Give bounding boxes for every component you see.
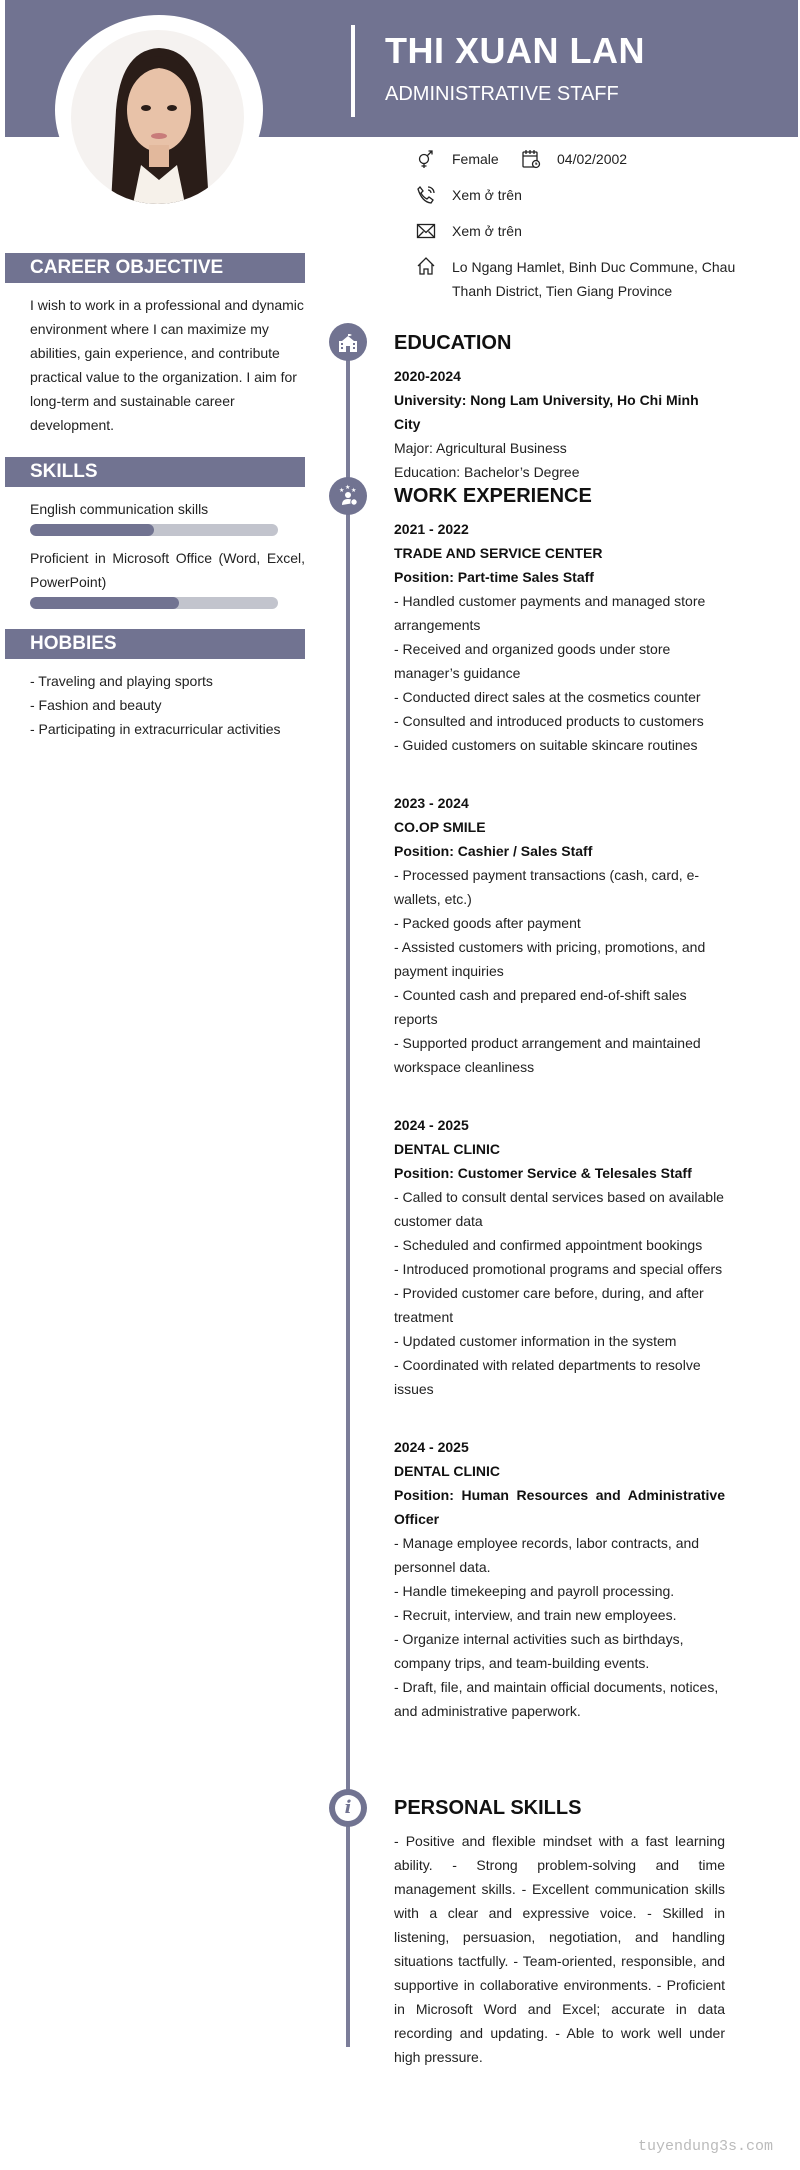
job-position: Position: Part-time Sales Staff (394, 569, 594, 585)
email-value: Xem ở trên (452, 223, 522, 239)
hobby-item: - Traveling and playing sports (30, 673, 213, 689)
job-duty: - Counted cash and prepared end-of-shift sales reports (394, 987, 687, 1027)
job-duty: - Provided customer care before, during, and after treatment (394, 1285, 704, 1325)
job-duty: - Consulted and introduced products to customers (394, 713, 704, 729)
job-duty: - Organize internal activities such as birthdays, company trips, and team-building events. (394, 1631, 684, 1671)
job-duty: - Recruit, interview, and train new employees. (394, 1607, 677, 1623)
avatar (71, 30, 244, 204)
job-duty: - Packed goods after payment (394, 915, 581, 931)
job-entry (394, 1435, 725, 1723)
job-company: DENTAL CLINIC (394, 1463, 501, 1479)
email-icon (416, 221, 436, 241)
education-major: Major: Agricultural Business (394, 440, 567, 456)
job-position: Position: Cashier / Sales Staff (394, 843, 593, 859)
candidate-role: ADMINISTRATIVE STAFF (385, 83, 619, 105)
job-duty: - Handle timekeeping and payroll processing. (394, 1583, 675, 1599)
home-icon (416, 256, 436, 276)
svg-text:★: ★ (351, 488, 357, 494)
hobby-item: - Fashion and beauty (30, 697, 162, 713)
skill-bar (30, 524, 278, 536)
job-duty: - Guided customers on suitable skincare routines (394, 737, 698, 753)
job-entry (394, 1113, 725, 1401)
hobbies-heading: HOBBIES (5, 629, 305, 659)
school-icon (329, 323, 367, 361)
skill-label: English communication skills (30, 501, 209, 517)
job-duty: - Scheduled and confirmed appointment bookings (394, 1237, 703, 1253)
skill-bar-fill (30, 524, 154, 536)
svg-text:★: ★ (339, 488, 345, 494)
job-duty: - Called to consult dental services based on available customer data (394, 1189, 724, 1229)
skills-heading: SKILLS (5, 457, 305, 487)
job-duty: - Coordinated with related departments to resolve issues (394, 1357, 701, 1397)
job-period: 2023 - 2024 (394, 795, 469, 811)
work-experience-list (394, 517, 725, 1757)
hobby-item: - Participating in extracurricular activities (30, 721, 281, 737)
job-duty: - Conducted direct sales at the cosmetics counter (394, 689, 701, 705)
career-objective-text: I wish to work in a professional and dynamic environment where I can maximize my abilities, gain experience, and contribute practical value to the organization. I aim for long-term and sustainable career development. (30, 297, 304, 433)
job-position: Position: Human Resources and Administrative Officer (394, 1487, 725, 1527)
svg-text:★: ★ (345, 485, 351, 491)
job-period: 2021 - 2022 (394, 521, 469, 537)
work-experience-heading: WORK EXPERIENCE (394, 485, 592, 507)
personal-skills-text: - Positive and flexible mindset with a fast learning ability. - Strong problem-solving and time management skills. - Excellent communication skills with a clear and expressive voice. - Skilled in listening, persuasion, negotiation, and handling situations tactfully. - Team-oriented, responsible, and supportive in collaborative environments. - Proficient in Microsoft Word and Excel; accurate in data recording and updating. - Able to work well under high pressure. (394, 1833, 725, 2065)
hobbies-list (30, 669, 305, 741)
career-objective-heading: CAREER OBJECTIVE (5, 253, 305, 283)
job-position: Position: Customer Service & Telesales Staff (394, 1165, 692, 1181)
info-icon: i (329, 1789, 367, 1827)
candidate-name: THI XUAN LAN (385, 30, 645, 71)
job-duty: - Processed payment transactions (cash, card, e-wallets, etc.) (394, 867, 700, 907)
phone-icon (416, 185, 436, 205)
job-duty: - Manage employee records, labor contracts, and personnel data. (394, 1535, 700, 1575)
job-duty: - Handled customer payments and managed store arrangements (394, 593, 706, 633)
skill-bar-fill (30, 597, 179, 609)
job-company: CO.OP SMILE (394, 819, 486, 835)
education-university: University: Nong Lam University, Ho Chi Minh City (394, 392, 699, 432)
job-period: 2024 - 2025 (394, 1117, 469, 1133)
skill-bar (30, 597, 278, 609)
job-company: DENTAL CLINIC (394, 1141, 501, 1157)
job-period: 2024 - 2025 (394, 1439, 469, 1455)
job-duty: - Assisted customers with pricing, promotions, and payment inquiries (394, 939, 706, 979)
job-duty: - Supported product arrangement and maintained workspace cleanliness (394, 1035, 701, 1075)
job-duty: - Updated customer information in the system (394, 1333, 677, 1349)
education-degree: Education: Bachelor’s Degree (394, 464, 580, 480)
header-divider (351, 25, 355, 117)
watermark: tuyendung3s.com (638, 2138, 774, 2155)
gender-value: Female (452, 151, 499, 167)
education-entry (394, 364, 725, 484)
calendar-icon (521, 149, 541, 169)
dob-value: 04/02/2002 (557, 151, 628, 167)
job-duty: - Received and organized goods under store manager’s guidance (394, 641, 671, 681)
education-period: 2020-2024 (394, 368, 461, 384)
education-heading: EDUCATION (394, 332, 512, 354)
job-duty: - Draft, file, and maintain official documents, notices, and administrative paperwork. (394, 1679, 719, 1719)
address-value: Lo Ngang Hamlet, Binh Duc Commune, Chau Thanh District, Tien Giang Province (452, 259, 736, 299)
job-entry (394, 517, 725, 757)
gender-icon (416, 149, 436, 169)
job-company: TRADE AND SERVICE CENTER (394, 545, 603, 561)
worker-rating-icon (329, 477, 367, 515)
personal-skills-heading: PERSONAL SKILLS (394, 1797, 582, 1819)
phone-value: Xem ở trên (452, 187, 522, 203)
job-duty: - Introduced promotional programs and special offers (394, 1261, 723, 1277)
job-entry (394, 791, 725, 1079)
skill-label: Proficient in Microsoft Office (Word, Excel, PowerPoint) (30, 550, 305, 590)
